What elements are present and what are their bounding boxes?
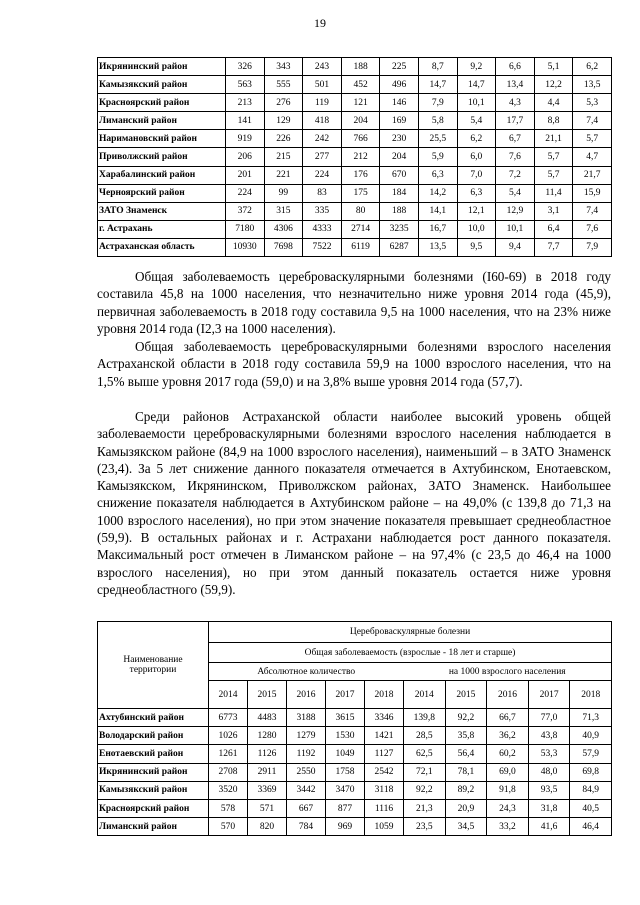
table2-row [98, 781, 612, 799]
value-cell: 570 [209, 818, 248, 836]
value-cell: 225 [380, 58, 419, 76]
value-cell: 84,9 [570, 781, 612, 799]
value-cell: 3235 [380, 220, 419, 238]
year-header: 2017 [326, 681, 365, 709]
table1-row [98, 76, 612, 94]
page-number: 19 [314, 16, 326, 30]
value-cell: 21,7 [573, 166, 612, 184]
value-cell: 1049 [326, 745, 365, 763]
value-cell: 10,0 [457, 220, 496, 238]
year-header: 2015 [445, 681, 487, 709]
table1-row [98, 202, 612, 220]
territory-name-cell: Харабалинский район [98, 166, 226, 184]
value-cell: 3615 [326, 709, 365, 727]
subgroup-header: Общая заболеваемость (взрослые - 18 лет и старше) [209, 643, 612, 663]
territory-name-cell: Ахтубинский район [98, 709, 209, 727]
value-cell: 3442 [287, 781, 326, 799]
value-cell: 129 [264, 112, 303, 130]
value-cell: 5,7 [573, 130, 612, 148]
value-cell: 7,9 [573, 238, 612, 256]
table1-row [98, 238, 612, 256]
value-cell: 78,1 [445, 763, 487, 781]
value-cell: 34,5 [445, 818, 487, 836]
value-cell: 277 [303, 148, 342, 166]
value-cell: 35,8 [445, 727, 487, 745]
value-cell: 36,2 [487, 727, 529, 745]
paragraph-2: Общая заболеваемость цереброваскулярными болезнями взрослого населения Астраханской области в 2018 году составила 59,9 на 1000 взрослого населения, что на 1,5% выше уровня 2017 года (59,0) и на 3,8% выше уровня 2014 года (57,7). [97, 339, 611, 389]
value-cell: 6,3 [457, 184, 496, 202]
value-cell: 372 [226, 202, 265, 220]
value-cell: 7180 [226, 220, 265, 238]
value-cell: 766 [341, 130, 380, 148]
value-cell: 877 [326, 799, 365, 817]
value-cell: 7,4 [573, 112, 612, 130]
value-cell: 1421 [365, 727, 404, 745]
value-cell: 4483 [248, 709, 287, 727]
value-cell: 4306 [264, 220, 303, 238]
value-cell: 53,3 [528, 745, 570, 763]
value-cell: 6,2 [457, 130, 496, 148]
value-cell: 3520 [209, 781, 248, 799]
value-cell: 343 [264, 58, 303, 76]
value-cell: 141 [226, 112, 265, 130]
value-cell: 92,2 [404, 781, 446, 799]
value-cell: 9,2 [457, 58, 496, 76]
value-cell: 242 [303, 130, 342, 148]
paragraph-1: Общая заболеваемость цереброваскулярными болезнями (I60-69) в 2018 году составила 45,8 на 1000 населения, что незначительно ниже уровня 2014 года (45,9), первичная заболеваемость в 2018 году составила 9,5 на 1000 населения, что на 23% ниже уровня 2014 года (I2,3 на 1000 населения). [97, 269, 611, 336]
value-cell: 62,5 [404, 745, 446, 763]
value-cell: 66,7 [487, 709, 529, 727]
value-cell: 6,7 [496, 130, 535, 148]
value-cell: 8,8 [534, 112, 573, 130]
value-cell: 201 [226, 166, 265, 184]
value-cell: 17,7 [496, 112, 535, 130]
value-cell: 4,3 [496, 94, 535, 112]
value-cell: 7,9 [418, 94, 457, 112]
value-cell: 89,2 [445, 781, 487, 799]
value-cell: 33,2 [487, 818, 529, 836]
value-cell: 46,4 [570, 818, 612, 836]
value-cell: 2550 [287, 763, 326, 781]
value-cell: 9,5 [457, 238, 496, 256]
year-header: 2018 [365, 681, 404, 709]
value-cell: 213 [226, 94, 265, 112]
value-cell: 121 [341, 94, 380, 112]
value-cell: 224 [303, 166, 342, 184]
territory-name-cell: ЗАТО Знаменск [98, 202, 226, 220]
year-header: 2016 [487, 681, 529, 709]
table2-row [98, 745, 612, 763]
value-cell: 5,4 [496, 184, 535, 202]
territory-name-cell: Черноярский район [98, 184, 226, 202]
value-cell: 919 [226, 130, 265, 148]
table-1-continued [97, 57, 612, 257]
value-cell: 5,8 [418, 112, 457, 130]
value-cell: 670 [380, 166, 419, 184]
territory-name-cell: Володарский район [98, 727, 209, 745]
value-cell: 41,6 [528, 818, 570, 836]
table1-row [98, 94, 612, 112]
value-cell: 24,3 [487, 799, 529, 817]
value-cell: 9,4 [496, 238, 535, 256]
value-cell: 3346 [365, 709, 404, 727]
territory-name-cell: Красноярский район [98, 94, 226, 112]
value-cell: 20,9 [445, 799, 487, 817]
territory-name-cell: г. Астрахань [98, 220, 226, 238]
value-cell: 16,7 [418, 220, 457, 238]
value-cell: 72,1 [404, 763, 446, 781]
value-cell: 139,8 [404, 709, 446, 727]
value-cell: 418 [303, 112, 342, 130]
value-cell: 12,9 [496, 202, 535, 220]
value-cell: 1127 [365, 745, 404, 763]
value-cell: 4,4 [534, 94, 573, 112]
value-cell: 11,4 [534, 184, 573, 202]
value-cell: 204 [380, 148, 419, 166]
value-cell: 7,4 [573, 202, 612, 220]
table1-row [98, 58, 612, 76]
value-cell: 1126 [248, 745, 287, 763]
value-cell: 69,0 [487, 763, 529, 781]
territory-name-cell: Красноярский район [98, 799, 209, 817]
value-cell: 188 [380, 202, 419, 220]
value-cell: 820 [248, 818, 287, 836]
table2-row [98, 727, 612, 745]
value-cell: 7,2 [496, 166, 535, 184]
paragraph-3: Среди районов Астраханской области наиболее высокий уровень общей заболеваемости цереброваскулярными болезнями взрослого населения наблюдается в Камызякском районе (84,9 на 1000 взрослого населения), наименьший – в ЗАТО Знаменск (23,4). За 5 лет снижение данного показателя отмечается в Ахтубинском, Енотаевском, Камызякском, Икрянинском, Приволжском районах, ЗАТО Знаменск. Наибольшее снижение показателя наблюдается в Ахтубинском районе – на 49,0% (с 139,8 до 71,3 на 1000 взрослого населения), но при этом значение показателя превышает среднеобластное (59,9). В остальных районах и г. Астрахани наблюдается рост данного показателя. Максимальный рост отмечен в Лиманском районе – на 97,4% (с 23,5 до 46,4 на 1000 взрослого населения), но при этом данный показатель остается ниже уровня среднеобластного (59,9). [97, 409, 611, 597]
table1-row [98, 148, 612, 166]
value-cell: 315 [264, 202, 303, 220]
abs-header: Абсолютное количество [209, 663, 404, 681]
value-cell: 6,6 [496, 58, 535, 76]
value-cell: 119 [303, 94, 342, 112]
value-cell: 7,6 [573, 220, 612, 238]
value-cell: 230 [380, 130, 419, 148]
value-cell: 969 [326, 818, 365, 836]
value-cell: 14,7 [457, 76, 496, 94]
value-cell: 1280 [248, 727, 287, 745]
value-cell: 169 [380, 112, 419, 130]
value-cell: 93,5 [528, 781, 570, 799]
group-header: Цереброваскулярные болезни [209, 622, 612, 643]
year-header: 2018 [570, 681, 612, 709]
value-cell: 2911 [248, 763, 287, 781]
value-cell: 14,7 [418, 76, 457, 94]
value-cell: 5,1 [534, 58, 573, 76]
value-cell: 1261 [209, 745, 248, 763]
table1-row [98, 130, 612, 148]
value-cell: 6,3 [418, 166, 457, 184]
value-cell: 578 [209, 799, 248, 817]
value-cell: 563 [226, 76, 265, 94]
value-cell: 99 [264, 184, 303, 202]
value-cell: 77,0 [528, 709, 570, 727]
value-cell: 5,3 [573, 94, 612, 112]
value-cell: 69,8 [570, 763, 612, 781]
value-cell: 2708 [209, 763, 248, 781]
year-header: 2014 [209, 681, 248, 709]
value-cell: 14,1 [418, 202, 457, 220]
value-cell: 7698 [264, 238, 303, 256]
value-cell: 7522 [303, 238, 342, 256]
value-cell: 6119 [341, 238, 380, 256]
value-cell: 13,4 [496, 76, 535, 94]
value-cell: 71,3 [570, 709, 612, 727]
territory-name-cell: Икрянинский район [98, 763, 209, 781]
value-cell: 501 [303, 76, 342, 94]
value-cell: 13,5 [573, 76, 612, 94]
table2-row [98, 818, 612, 836]
value-cell: 5,7 [534, 148, 573, 166]
value-cell: 2542 [365, 763, 404, 781]
territory-name-cell: Лиманский район [98, 112, 226, 130]
value-cell: 4,7 [573, 148, 612, 166]
value-cell: 326 [226, 58, 265, 76]
value-cell: 40,9 [570, 727, 612, 745]
value-cell: 496 [380, 76, 419, 94]
table1-row [98, 220, 612, 238]
value-cell: 5,9 [418, 148, 457, 166]
value-cell: 215 [264, 148, 303, 166]
territory-name-cell: Приволжский район [98, 148, 226, 166]
value-cell: 224 [226, 184, 265, 202]
value-cell: 2714 [341, 220, 380, 238]
table1-row [98, 184, 612, 202]
value-cell: 184 [380, 184, 419, 202]
value-cell: 6,2 [573, 58, 612, 76]
value-cell: 15,9 [573, 184, 612, 202]
col-header-territory: Наименование территории [98, 622, 209, 709]
value-cell: 571 [248, 799, 287, 817]
value-cell: 276 [264, 94, 303, 112]
value-cell: 555 [264, 76, 303, 94]
value-cell: 48,0 [528, 763, 570, 781]
value-cell: 92,2 [445, 709, 487, 727]
value-cell: 221 [264, 166, 303, 184]
year-header: 2014 [404, 681, 446, 709]
value-cell: 40,5 [570, 799, 612, 817]
value-cell: 204 [341, 112, 380, 130]
value-cell: 243 [303, 58, 342, 76]
value-cell: 21,1 [534, 130, 573, 148]
value-cell: 13,5 [418, 238, 457, 256]
value-cell: 43,8 [528, 727, 570, 745]
value-cell: 10,1 [496, 220, 535, 238]
value-cell: 5,7 [534, 166, 573, 184]
value-cell: 12,2 [534, 76, 573, 94]
value-cell: 6287 [380, 238, 419, 256]
value-cell: 667 [287, 799, 326, 817]
value-cell: 31,8 [528, 799, 570, 817]
value-cell: 5,4 [457, 112, 496, 130]
territory-name-cell: Енотаевский район [98, 745, 209, 763]
territory-name-cell: Камызякский район [98, 781, 209, 799]
value-cell: 21,3 [404, 799, 446, 817]
value-cell: 7,0 [457, 166, 496, 184]
table2-row [98, 763, 612, 781]
value-cell: 7,6 [496, 148, 535, 166]
value-cell: 6,0 [457, 148, 496, 166]
value-cell: 12,1 [457, 202, 496, 220]
value-cell: 7,7 [534, 238, 573, 256]
territory-name-cell: Астраханская область [98, 238, 226, 256]
territory-name-cell: Лиманский район [98, 818, 209, 836]
value-cell: 226 [264, 130, 303, 148]
territory-name-cell: Наримановский район [98, 130, 226, 148]
territory-name-cell: Камызякский район [98, 76, 226, 94]
value-cell: 1026 [209, 727, 248, 745]
value-cell: 8,7 [418, 58, 457, 76]
value-cell: 175 [341, 184, 380, 202]
value-cell: 23,5 [404, 818, 446, 836]
value-cell: 176 [341, 166, 380, 184]
value-cell: 57,9 [570, 745, 612, 763]
value-cell: 6773 [209, 709, 248, 727]
value-cell: 14,2 [418, 184, 457, 202]
value-cell: 3,1 [534, 202, 573, 220]
value-cell: 83 [303, 184, 342, 202]
value-cell: 1758 [326, 763, 365, 781]
table1-row [98, 112, 612, 130]
value-cell: 784 [287, 818, 326, 836]
value-cell: 188 [341, 58, 380, 76]
value-cell: 6,4 [534, 220, 573, 238]
table1-row [98, 166, 612, 184]
year-header: 2016 [287, 681, 326, 709]
value-cell: 212 [341, 148, 380, 166]
value-cell: 4333 [303, 220, 342, 238]
value-cell: 1059 [365, 818, 404, 836]
table-2 [97, 621, 612, 836]
table2-row [98, 709, 612, 727]
value-cell: 91,8 [487, 781, 529, 799]
value-cell: 146 [380, 94, 419, 112]
value-cell: 10,1 [457, 94, 496, 112]
rate-header: на 1000 взрослого населения [404, 663, 612, 681]
value-cell: 452 [341, 76, 380, 94]
year-header: 2015 [248, 681, 287, 709]
value-cell: 1192 [287, 745, 326, 763]
value-cell: 80 [341, 202, 380, 220]
value-cell: 10930 [226, 238, 265, 256]
value-cell: 1279 [287, 727, 326, 745]
value-cell: 3118 [365, 781, 404, 799]
value-cell: 335 [303, 202, 342, 220]
value-cell: 3188 [287, 709, 326, 727]
value-cell: 3470 [326, 781, 365, 799]
value-cell: 3369 [248, 781, 287, 799]
table2-row [98, 799, 612, 817]
value-cell: 1530 [326, 727, 365, 745]
territory-name-cell: Икрянинский район [98, 58, 226, 76]
value-cell: 28,5 [404, 727, 446, 745]
value-cell: 206 [226, 148, 265, 166]
value-cell: 25,5 [418, 130, 457, 148]
value-cell: 1116 [365, 799, 404, 817]
year-header: 2017 [528, 681, 570, 709]
value-cell: 56,4 [445, 745, 487, 763]
value-cell: 60,2 [487, 745, 529, 763]
